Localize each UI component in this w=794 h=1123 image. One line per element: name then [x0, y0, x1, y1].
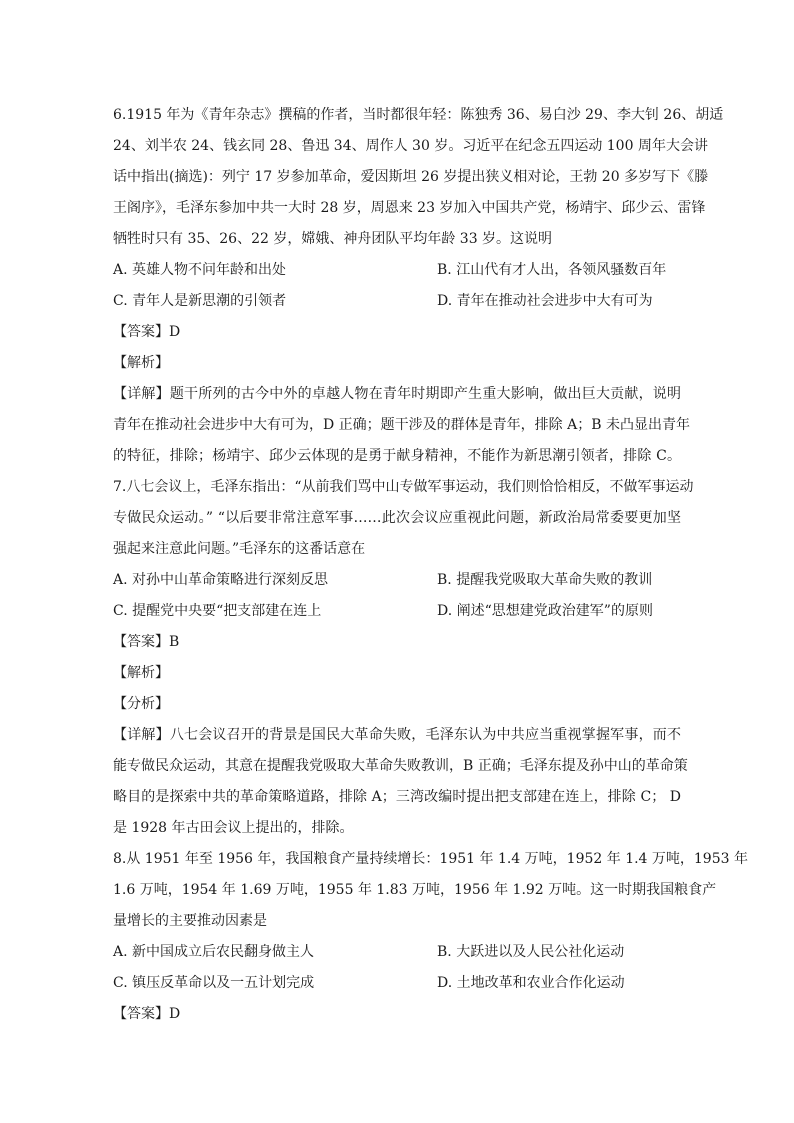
question-7: [113, 472, 694, 844]
question-6: [113, 100, 724, 472]
q6-stem-line-3: 话中指出(摘选)：列宁 17 岁参加革命，爱因斯坦 26 岁提出狭义相对论，王勃 20 多岁写下《滕: [113, 169, 709, 185]
q8-option-b: B. 大跃进以及人民公社化运动: [437, 944, 625, 960]
q6-option-b: B. 江山代有才人出，各领风骚数百年: [437, 262, 667, 278]
q7-detail-line-3: 略目的是探索中共的革命策略道路，排除 A；三湾改编时提出把支部建在连上，排除 C； D: [113, 789, 681, 805]
q6-stem-line-2: 24、刘半农 24、钱玄同 28、鲁迅 34、周作人 30 岁。习近平在纪念五四运动 100 周年大会讲: [113, 138, 708, 154]
q7-fenxi-heading: 【分析】: [113, 696, 169, 712]
q7-option-b: B. 提醒我党吸取大革命失败的教训: [437, 572, 653, 588]
q7-options-row-2: [113, 596, 681, 627]
document-page: [113, 100, 748, 1030]
q8-answer: 【答案】D: [113, 1006, 181, 1022]
q6-stem-line-4: 王阁序》，毛泽东参加中共一大时 28 岁，周恩来 23 岁加入中国共产党，杨靖宇、邱少云、雷锋: [113, 200, 706, 216]
q7-detail-line-4: 是 1928 年古田会议上提出的，排除。: [113, 820, 354, 836]
q7-options-row-1: [113, 565, 681, 596]
q7-option-c: C. 提醒党中央要“把支部建在连上: [113, 603, 322, 619]
q7-answer: 【答案】B: [113, 634, 180, 650]
question-8: [113, 844, 748, 1030]
q7-stem-line-3: 强起来注意此问题。”毛泽东的这番话意在: [113, 541, 366, 557]
q6-stem-line-1: 6.1915 年为《青年杂志》撰稿的作者，当时都很年轻：陈独秀 36、易白沙 29、李大钊 26、胡适: [113, 107, 724, 123]
q8-options-row-2: [113, 968, 681, 999]
q8-options-row-1: [113, 937, 681, 968]
q7-stem-line-1: 7.八七会议上，毛泽东指出：“从前我们骂中山专做军事运动，我们则恰恰相反，不做军事运动: [113, 479, 694, 495]
q8-stem-line-2: 1.6 万吨，1954 年 1.69 万吨，1955 年 1.83 万吨，1956 年 1.92 万吨。这一时期我国粮食产: [113, 882, 717, 898]
q6-detail-line-2: 青年在推动社会进步中大有可为，D 正确；题干涉及的群体是青年，排除 A；B 未凸显出青年: [113, 417, 690, 433]
q8-option-d: D. 土地改革和农业合作化运动: [437, 975, 625, 991]
q7-stem-line-2: 专做民众运动。” “以后要非常注意军事……此次会议应重视此问题，新政治局常委要更加坚: [113, 510, 681, 526]
q6-stem-line-5: 牺牲时只有 35、26、22 岁，嫦娥、神舟团队平均年龄 33 岁。这说明: [113, 231, 553, 247]
q7-detail-line-2: 能专做民众运动，其意在提醒我党吸取大革命失败教训，B 正确；毛泽东提及孙中山的革命策: [113, 758, 688, 774]
q6-detail-line-3: 的特征，排除；杨靖宇、邱少云体现的是勇于献身精神，不能作为新思潮引领者，排除 C。: [113, 448, 681, 464]
q6-options-row-1: [113, 255, 681, 286]
q6-option-c: C. 青年人是新思潮的引领者: [113, 293, 287, 309]
q6-answer: 【答案】D: [113, 324, 181, 340]
q6-option-a: A. 英雄人物不问年龄和出处: [113, 262, 287, 278]
q6-analysis-heading: 【解析】: [113, 355, 169, 371]
q8-stem-line-1: 8.从 1951 年至 1956 年，我国粮食产量持续增长：1951 年 1.4 万吨，1952 年 1.4 万吨，1953 年: [113, 851, 748, 867]
q8-option-a: A. 新中国成立后农民翻身做主人: [113, 944, 315, 960]
q7-analysis-heading: 【解析】: [113, 665, 169, 681]
q7-detail-line-1: 【详解】八七会议召开的背景是国民大革命失败，毛泽东认为中共应当重视掌握军事，而不: [113, 727, 681, 743]
q7-option-a: A. 对孙中山革命策略进行深刻反思: [113, 572, 329, 588]
q8-stem-line-3: 量增长的主要推动因素是: [113, 913, 267, 929]
q6-detail-line-1: 【详解】题干所列的古今中外的卓越人物在青年时期即产生重大影响，做出巨大贡献，说明: [113, 386, 681, 402]
q6-options-row-2: [113, 286, 681, 317]
q7-option-d: D. 阐述“思想建党政治建军”的原则: [437, 603, 653, 619]
q6-option-d: D. 青年在推动社会进步中大有可为: [437, 293, 653, 309]
q8-option-c: C. 镇压反革命以及一五计划完成: [113, 975, 315, 991]
